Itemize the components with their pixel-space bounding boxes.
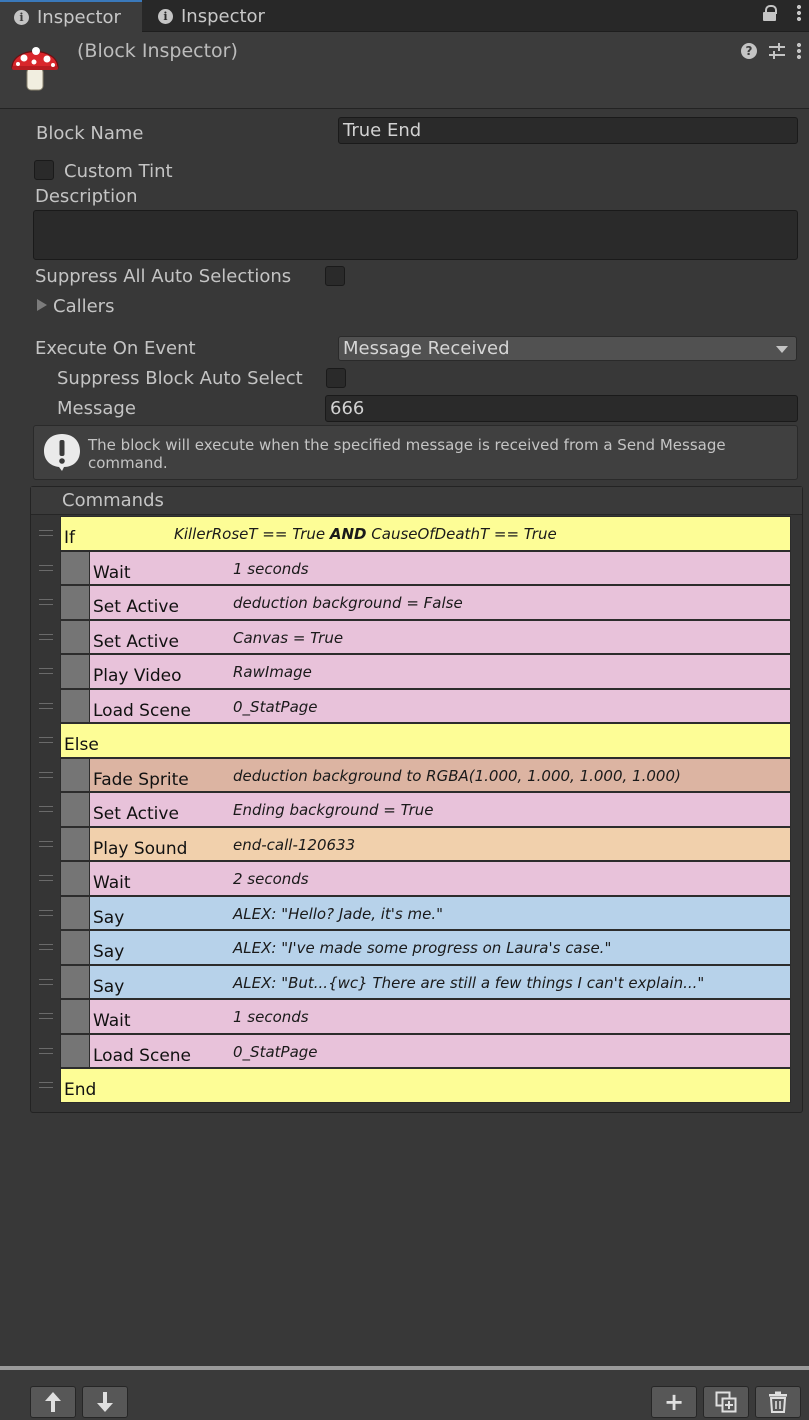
command-row[interactable] bbox=[31, 999, 802, 1034]
trash-icon bbox=[768, 1391, 788, 1413]
callers-foldout[interactable]: Callers bbox=[53, 296, 115, 317]
command-summary: RawImage bbox=[233, 663, 312, 681]
duplicate-command-button[interactable] bbox=[703, 1386, 749, 1418]
command-row[interactable] bbox=[31, 551, 802, 586]
drag-handle-icon[interactable] bbox=[39, 772, 53, 778]
arrow-down-icon bbox=[96, 1392, 114, 1412]
command-cell[interactable] bbox=[90, 654, 791, 689]
command-row[interactable] bbox=[31, 723, 802, 758]
duplicate-icon bbox=[715, 1391, 737, 1413]
info-icon: i bbox=[158, 9, 173, 24]
command-name: End bbox=[64, 1080, 97, 1100]
header-title: (Block Inspector) bbox=[77, 40, 238, 62]
command-name: Play Video bbox=[93, 666, 182, 686]
drag-handle-icon[interactable] bbox=[39, 530, 53, 536]
command-cell[interactable] bbox=[90, 551, 791, 586]
help-icon[interactable]: ? bbox=[741, 43, 757, 59]
tab-inspector-1[interactable]: i Inspector bbox=[0, 0, 142, 32]
presets-icon[interactable] bbox=[769, 43, 785, 59]
command-name: Say bbox=[93, 942, 125, 962]
command-name: Fade Sprite bbox=[93, 769, 189, 790]
block-name-field[interactable]: True End bbox=[338, 117, 798, 144]
add-command-button[interactable] bbox=[651, 1386, 697, 1418]
indent-block bbox=[60, 689, 90, 724]
drag-handle-icon[interactable] bbox=[39, 703, 53, 709]
indent-block bbox=[60, 792, 90, 827]
execute-on-event-label: Execute On Event bbox=[35, 338, 196, 359]
commands-panel bbox=[30, 486, 803, 1113]
indent-block bbox=[60, 758, 90, 793]
drag-handle-icon[interactable] bbox=[39, 668, 53, 674]
custom-tint-label: Custom Tint bbox=[64, 161, 173, 182]
indent-block bbox=[60, 654, 90, 689]
indent-block bbox=[60, 861, 90, 896]
drag-handle-icon[interactable] bbox=[39, 806, 53, 812]
description-field[interactable] bbox=[33, 210, 798, 260]
command-summary: Canvas = True bbox=[233, 628, 344, 647]
message-label: Message bbox=[57, 398, 136, 419]
command-row[interactable] bbox=[31, 516, 802, 551]
alert-icon bbox=[42, 432, 82, 472]
indent-block bbox=[60, 620, 90, 655]
drag-handle-icon[interactable] bbox=[39, 841, 53, 847]
indent-block bbox=[60, 827, 90, 862]
indent-block bbox=[60, 585, 90, 620]
command-cell[interactable] bbox=[90, 758, 791, 793]
indent-block bbox=[60, 965, 90, 1000]
command-cell[interactable] bbox=[90, 930, 791, 965]
drag-handle-icon[interactable] bbox=[39, 1048, 53, 1054]
indent-block bbox=[60, 896, 90, 931]
indent-block bbox=[60, 930, 90, 965]
command-summary: 2 seconds bbox=[233, 870, 309, 888]
command-row[interactable] bbox=[31, 861, 802, 896]
command-row[interactable] bbox=[31, 585, 802, 620]
suppress-block-checkbox[interactable] bbox=[326, 368, 346, 388]
indent-block bbox=[60, 1034, 90, 1069]
plus-icon: + bbox=[663, 1388, 685, 1416]
command-cell[interactable] bbox=[90, 827, 791, 862]
suppress-block-label: Suppress Block Auto Select bbox=[57, 368, 303, 389]
command-row[interactable] bbox=[31, 827, 802, 862]
delete-command-button[interactable] bbox=[755, 1386, 801, 1418]
command-cell[interactable] bbox=[90, 620, 791, 655]
indent-block bbox=[60, 999, 90, 1034]
chevron-down-icon bbox=[776, 346, 788, 353]
command-cell[interactable] bbox=[60, 516, 791, 551]
drag-handle-icon[interactable] bbox=[39, 1082, 53, 1088]
command-summary: deduction background = False bbox=[233, 594, 463, 612]
command-summary: ALEX: "I've made some progress on Laura's case." bbox=[233, 939, 612, 957]
execute-on-event-dropdown[interactable] bbox=[338, 336, 797, 361]
custom-tint-checkbox[interactable] bbox=[34, 160, 54, 180]
command-summary: ALEX: "But...{wc} There are still a few things I can't explain..." bbox=[233, 973, 705, 992]
info-icon: i bbox=[14, 10, 29, 25]
summary-operator: AND bbox=[329, 525, 367, 543]
command-row[interactable] bbox=[31, 1068, 802, 1103]
drag-handle-icon[interactable] bbox=[39, 979, 53, 985]
command-name: Wait bbox=[93, 873, 131, 893]
lock-icon[interactable] bbox=[763, 5, 777, 21]
move-up-button[interactable] bbox=[30, 1386, 76, 1418]
command-cell[interactable] bbox=[90, 965, 791, 1000]
more-options-icon[interactable] bbox=[797, 4, 801, 22]
command-name: Play Sound bbox=[93, 838, 188, 859]
summary-text: KillerRoseT == True bbox=[174, 525, 330, 543]
command-name: Set Active bbox=[93, 597, 179, 617]
drag-handle-icon[interactable] bbox=[39, 634, 53, 640]
block-name-label: Block Name bbox=[36, 123, 144, 144]
arrow-up-icon bbox=[44, 1392, 62, 1412]
command-summary: 0_StatPage bbox=[233, 1042, 318, 1061]
drag-handle-icon[interactable] bbox=[39, 565, 53, 571]
mushroom-icon bbox=[10, 38, 60, 92]
message-field[interactable]: 666 bbox=[325, 395, 798, 422]
command-row[interactable] bbox=[31, 965, 802, 1000]
drag-handle-icon[interactable] bbox=[39, 944, 53, 950]
command-summary: 0_StatPage bbox=[233, 697, 318, 716]
drag-handle-icon[interactable] bbox=[39, 875, 53, 881]
suppress-all-label: Suppress All Auto Selections bbox=[35, 266, 292, 287]
execute-on-event-value: Message Received bbox=[343, 338, 510, 359]
summary-text: CauseOfDeathT == True bbox=[366, 525, 557, 543]
inspector-header bbox=[0, 32, 809, 109]
command-cell[interactable] bbox=[90, 689, 791, 724]
drag-handle-icon[interactable] bbox=[39, 1013, 53, 1019]
command-row[interactable] bbox=[31, 620, 802, 655]
command-cell[interactable] bbox=[90, 792, 791, 827]
command-row[interactable] bbox=[31, 896, 802, 931]
command-name: Wait bbox=[93, 562, 131, 583]
command-cell[interactable] bbox=[90, 896, 791, 931]
commands-header: Commands bbox=[31, 487, 802, 515]
command-name: Set Active bbox=[93, 631, 179, 652]
command-name: Say bbox=[93, 907, 125, 928]
command-row[interactable] bbox=[31, 930, 802, 965]
expand-triangle-icon[interactable] bbox=[37, 299, 47, 311]
command-summary: 1 seconds bbox=[233, 1008, 309, 1026]
drag-handle-icon[interactable] bbox=[39, 599, 53, 605]
indent-block bbox=[60, 551, 90, 586]
command-name: Wait bbox=[93, 1011, 131, 1031]
info-text: The block will execute when the specified message is received from a Send Message command. bbox=[88, 436, 726, 472]
command-row[interactable] bbox=[31, 654, 802, 689]
command-row[interactable] bbox=[31, 689, 802, 724]
command-summary: 1 seconds bbox=[233, 559, 309, 578]
suppress-all-checkbox[interactable] bbox=[325, 266, 345, 286]
command-name: Set Active bbox=[93, 804, 179, 824]
bottom-toolbar bbox=[0, 1370, 809, 1420]
command-name: If bbox=[64, 528, 75, 548]
tab-bar bbox=[0, 0, 809, 32]
move-down-button[interactable] bbox=[82, 1386, 128, 1418]
command-cell[interactable] bbox=[90, 585, 791, 620]
info-box bbox=[33, 425, 798, 480]
command-summary bbox=[174, 525, 557, 543]
drag-handle-icon[interactable] bbox=[39, 910, 53, 916]
command-row[interactable] bbox=[31, 758, 802, 793]
command-cell[interactable] bbox=[90, 861, 791, 896]
more-options-icon[interactable] bbox=[797, 42, 801, 60]
command-cell[interactable] bbox=[90, 999, 791, 1034]
command-name: Say bbox=[93, 976, 125, 997]
command-name: Load Scene bbox=[93, 1045, 192, 1066]
drag-handle-icon[interactable] bbox=[39, 737, 53, 743]
command-summary: Ending background = True bbox=[233, 801, 434, 819]
command-cell[interactable] bbox=[60, 1068, 791, 1103]
command-cell[interactable] bbox=[60, 723, 791, 758]
command-name: Load Scene bbox=[93, 700, 192, 721]
command-name: Else bbox=[64, 735, 99, 755]
command-summary: deduction background to RGBA(1.000, 1.000, 1.000, 1.000) bbox=[233, 766, 681, 785]
command-row[interactable] bbox=[31, 1034, 802, 1069]
description-label: Description bbox=[35, 186, 138, 207]
command-summary: end-call-120633 bbox=[233, 835, 356, 854]
command-summary: ALEX: "Hello? Jade, it's me." bbox=[233, 904, 444, 923]
command-cell[interactable] bbox=[90, 1034, 791, 1069]
command-list bbox=[31, 516, 802, 1103]
command-row[interactable] bbox=[31, 792, 802, 827]
tab-inspector-2[interactable]: i Inspector bbox=[144, 0, 284, 32]
